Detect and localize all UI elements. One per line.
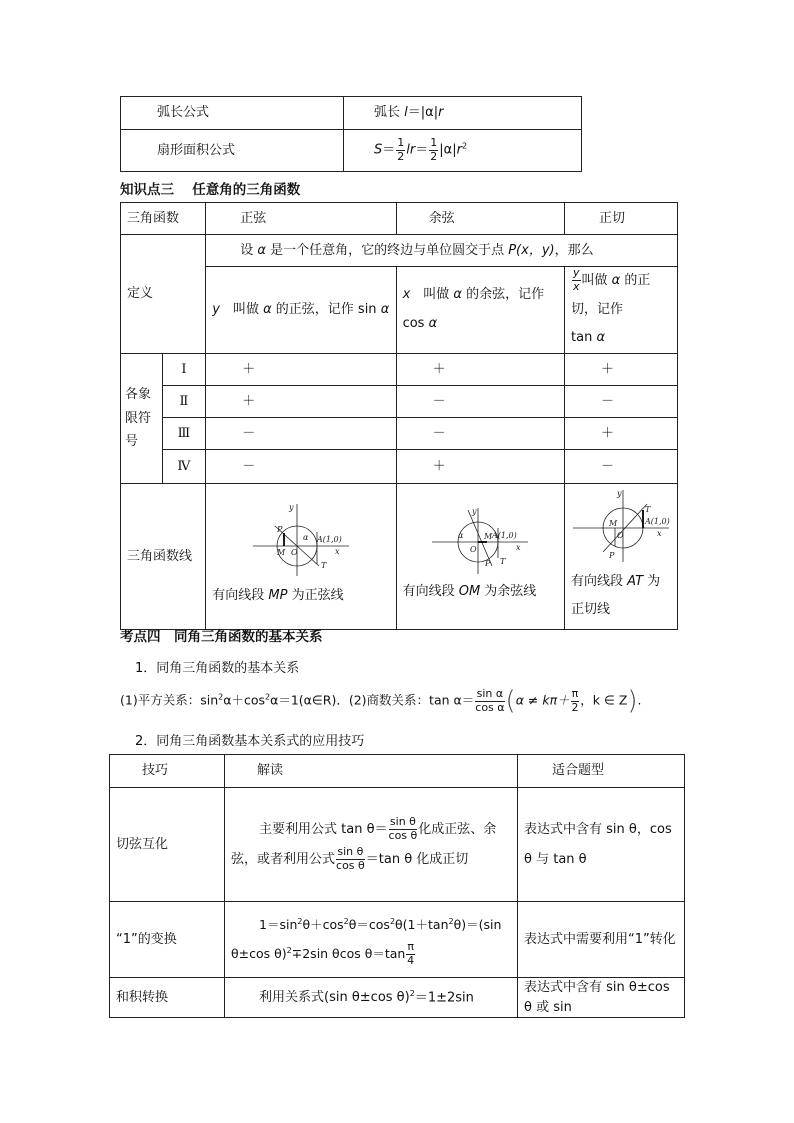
technique-problem-type: 表达式中需要利用“1”转化 <box>518 902 685 978</box>
tan-sign: ＋ <box>565 417 678 449</box>
quadrant-row-2 <box>121 385 678 417</box>
sin-definition: y 叫做 α 的正弦，记作 sin α <box>206 267 396 354</box>
technique-table <box>109 754 685 1018</box>
quadrant-sign-label: 各象限符号 <box>121 353 163 483</box>
quadrant-row-1 <box>121 353 678 385</box>
cos-definition: x 叫做 α 的余弦，记作 cos α <box>396 267 564 354</box>
quadrant-numeral: Ⅰ <box>162 353 206 385</box>
o-label: O <box>470 545 477 555</box>
definition-label: 定义 <box>121 235 206 354</box>
m-label: M <box>484 532 493 542</box>
one-transform-row <box>110 902 685 978</box>
sector-area-formula: S＝ $\frac{1}{2}$ lr＝ $\frac{1}{2}$ $|\alpha|r^2$ <box>344 130 582 172</box>
section4-item2: 2．同角三角函数基本关系式的应用技巧 <box>135 734 365 749</box>
sin-over-cos-fraction: $\frac{\text{sin α}}{\text{cos α}}$ <box>475 686 505 714</box>
m-label: M <box>609 518 618 528</box>
sine-line-cell <box>206 483 396 629</box>
tangent-line-caption: 有向线段 AT 为正切线 <box>571 573 661 618</box>
t-label: T <box>500 557 506 567</box>
sin-over-cos-fraction: $\frac{\text{sin θ}}{\text{cos θ}}$ <box>388 814 418 842</box>
half-fraction: $\frac{1}{2}$ <box>430 136 438 163</box>
tan-sin-cos-row <box>110 788 685 902</box>
x-label: x <box>334 547 340 557</box>
header-row <box>110 755 685 788</box>
trig-lines-row <box>121 483 678 629</box>
cos-sign: － <box>396 417 564 449</box>
quadrant-numeral: Ⅲ <box>162 417 206 449</box>
technique-name: 切弦互化 <box>110 788 225 902</box>
x-label: x <box>657 528 662 538</box>
tan-sign: － <box>565 449 678 483</box>
t-label: T <box>645 504 651 514</box>
tan-definition: $\frac{y}{x}$ 叫做 α 的正切，记作 tan α <box>565 267 678 354</box>
section4-title: 考点四 同角三角函数的基本关系 <box>120 629 323 645</box>
arc-length-formula: 弧长 l＝|α|r <box>344 97 582 130</box>
tangent-line-cell <box>565 483 678 629</box>
section4-item1: 1．同角三角函数的基本关系 <box>135 661 300 676</box>
y-over-x-fraction: $\frac{y}{x}$ <box>573 266 580 293</box>
header-tan: 正切 <box>565 203 678 235</box>
alpha-label: α <box>458 531 464 541</box>
sin-sign: ＋ <box>206 385 396 417</box>
tan-sign: － <box>565 385 678 417</box>
p-label: P <box>276 525 283 535</box>
sum-product-row <box>110 978 685 1018</box>
header-function: 三角函数 <box>121 203 206 235</box>
a-label: A(1,0) <box>316 535 342 545</box>
cos-sign: ＋ <box>396 449 564 483</box>
right-paren: ) <box>627 686 638 716</box>
quadrant-numeral: Ⅳ <box>162 449 206 483</box>
o-label: O <box>290 548 298 558</box>
cosine-line-diagram <box>430 506 530 576</box>
cos-sign: － <box>396 385 564 417</box>
a-label: A(1,0) <box>492 531 518 541</box>
t-label: T <box>320 561 327 571</box>
p-label: P <box>609 550 615 560</box>
sin-over-cos-fraction: $\frac{\text{sin θ}}{\text{cos θ}}$ <box>336 844 365 872</box>
sine-line-caption: 有向线段 MP 为正弦线 <box>212 588 344 604</box>
pi-over-four-fraction: $\frac{\pi}{4}$ <box>407 939 415 967</box>
technique-interpretation: $1=\sin^2\theta+\cos^2\theta=\cos^2\theta(1+\tan^2\theta)=(\sin$ θ±cos θ)$^2$∓2sin θcos θ＝tan $\frac{\pi}{4}$ <box>225 902 518 978</box>
trig-function-table <box>120 202 678 630</box>
technique-name: “1”的变换 <box>110 902 225 978</box>
tangent-line-diagram <box>571 488 671 564</box>
technique-interpretation: 主要利用公式 tan θ＝ $\frac{\text{sin θ}}{\text{cos θ}}$ 化成正弦、余弦，或者利用公式 $\frac{\text{sin θ}}{\text{cos θ}}$ ＝tan θ 化成正切 <box>225 788 518 902</box>
sector-area-row <box>121 130 582 172</box>
alpha-label: α <box>302 533 309 543</box>
arc-length-row <box>121 97 582 130</box>
sin-sign: － <box>206 417 396 449</box>
y-label: y <box>472 507 477 517</box>
header-problem-type: 适合题型 <box>518 755 685 788</box>
cosine-line-cell <box>396 483 564 629</box>
technique-name: 和积转换 <box>110 978 225 1018</box>
sine-line-diagram <box>251 502 351 578</box>
definition-intro: 设 α 是一个任意角，它的终边与单位圆交于点 P(x，y)，那么 <box>206 235 678 267</box>
sin-sign: － <box>206 449 396 483</box>
definition-intro-row <box>121 235 678 267</box>
x-label: x <box>516 543 521 553</box>
y-label: y <box>288 503 294 513</box>
arc-formula-table <box>120 96 582 172</box>
section3-title: 知识点三 任意角的三角函数 <box>120 182 301 198</box>
header-interpretation: 解读 <box>225 755 518 788</box>
technique-interpretation: 利用关系式(sin θ±cos θ)$^2$＝1±2sin <box>225 978 518 1018</box>
technique-problem-type: 表达式中含有 sin θ±cos θ 或 sin <box>518 978 685 1018</box>
y-label: y <box>617 488 622 498</box>
technique-problem-type: 表达式中含有 sin θ，cos θ 与 tan θ <box>518 788 685 902</box>
a-label: A(1,0) <box>645 516 670 526</box>
header-cos: 余弦 <box>396 203 564 235</box>
trig-lines-label: 三角函数线 <box>121 483 206 629</box>
basic-relations: (1)平方关系：$\sin^2\alpha+\cos^2\alpha=1(\alpha\in R)$．(2)商数关系：tan α＝ $\frac{\text{sin α}}{\text{cos α}}$ (α ≠ kπ＋ $\frac{\pi}{2}$ ，k ∈ Z). <box>120 686 642 716</box>
header-sin: 正弦 <box>206 203 396 235</box>
cos-sign: ＋ <box>396 353 564 385</box>
m-label: M <box>276 548 286 558</box>
header-technique: 技巧 <box>110 755 225 788</box>
left-paren: ( <box>505 686 516 716</box>
sin-sign: ＋ <box>206 353 396 385</box>
p-label: P <box>485 559 491 569</box>
cosine-line-caption: 有向线段 OM 为余弦线 <box>402 584 537 600</box>
pi-over-two-fraction: $\frac{\pi}{2}$ <box>571 686 579 714</box>
quadrant-row-4 <box>121 449 678 483</box>
tan-sign: ＋ <box>565 353 678 385</box>
o-label: O <box>617 530 624 540</box>
sector-area-label: 扇形面积公式 <box>121 130 344 172</box>
quadrant-numeral: Ⅱ <box>162 385 206 417</box>
header-row <box>121 203 678 235</box>
half-fraction: $\frac{1}{2}$ <box>397 136 405 163</box>
quadrant-row-3 <box>121 417 678 449</box>
arc-length-label: 弧长公式 <box>121 97 344 130</box>
